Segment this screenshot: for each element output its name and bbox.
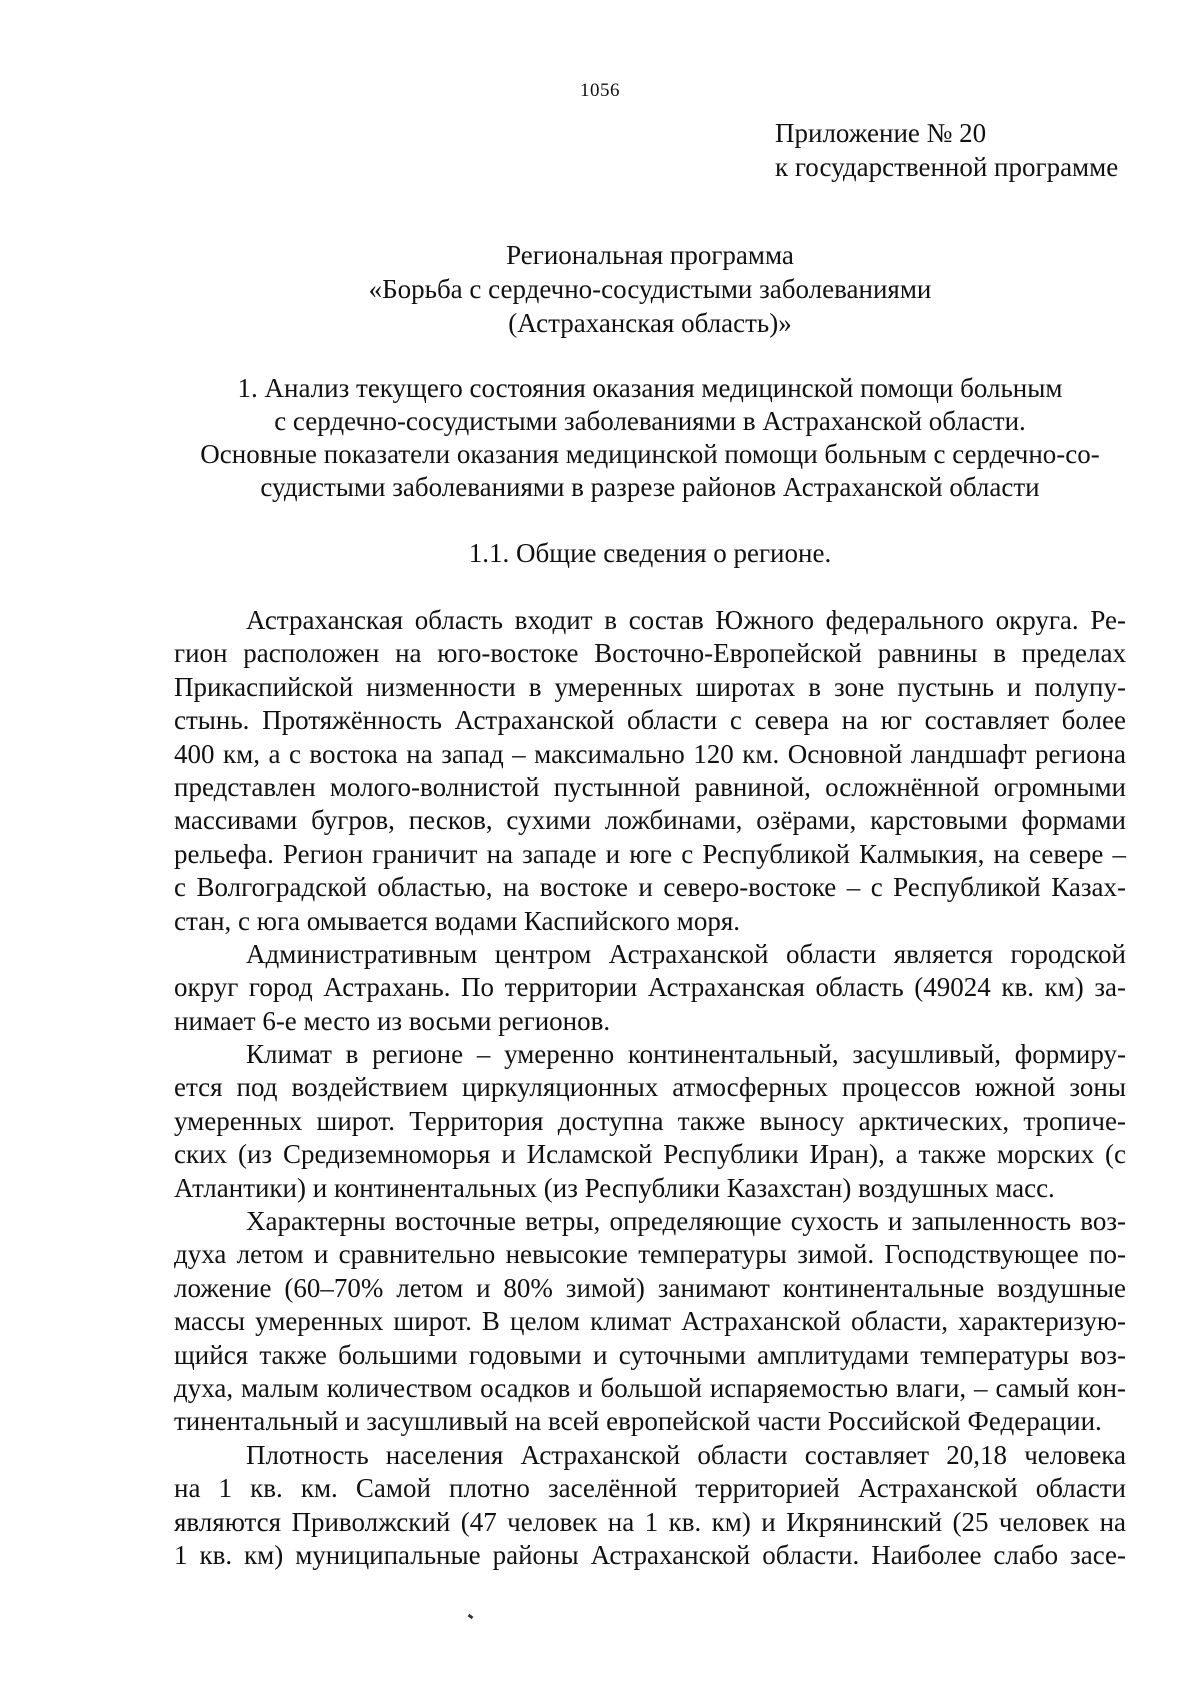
body-line: духа, малым количеством осадков и большой испаряемостью влаги, – самый кон- [174, 1372, 1126, 1403]
program-title-line-2: «Борьба с сердечно-сосудистыми заболеваниями [368, 274, 932, 304]
section-heading-line-2: с сердечно-сосудистыми заболеваниями в Астраханской области. [274, 406, 1026, 436]
body-line: Административным центром Астраханской области является городской [246, 938, 1126, 969]
body-line: стынь. Протяжённость Астраханской области с севера на юг составляет более [174, 705, 1126, 736]
appendix-label [775, 116, 1118, 184]
body-line: духа летом и сравнительно невысокие температуры зимой. Господствующее по- [174, 1239, 1126, 1270]
body-line: Прикаспийской низменности в умеренных широтах в зоне пустынь и полупу- [174, 671, 1126, 702]
body-line: ется под воздействием циркуляционных атмосферных процессов южной зоны [174, 1072, 1126, 1103]
appendix-line-1: Приложение № 20 [775, 118, 987, 148]
body-line: ложение (60–70% летом и 80% зимой) занимают континентальные воздушные [174, 1272, 1126, 1303]
body-line: Плотность населения Астраханской области составляет 20,18 человека [246, 1439, 1126, 1470]
body-line: Атлантики) и континентальных (из Республики Казахстан) воздушных масс. [174, 1172, 1055, 1203]
section-heading-line-4: судистыми заболеваниями в разрезе районов Астраханской области [260, 472, 1040, 502]
program-title-line-3: (Астраханская область)» [508, 308, 792, 338]
body-line: нимает 6-е место из восьми регионов. [174, 1005, 611, 1036]
body-text [174, 604, 1126, 1572]
body-line: Астраханская область входит в состав Южного федерального округа. Ре- [246, 605, 1126, 635]
body-line: 1 кв. км) муниципальные районы Астраханской области. Наиболее слабо засе- [174, 1539, 1126, 1570]
program-title [175, 238, 1125, 340]
body-line: рельефа. Регион граничит на западе и юге с Республикой Калмыкия, на севере – [174, 838, 1126, 869]
section-heading [170, 372, 1130, 504]
body-line: щийся также большими годовыми и суточными амплитудами температуры воз- [174, 1339, 1126, 1370]
body-line: с Волгоградской областью, на востоке и северо-востоке – с Республикой Казах- [174, 872, 1126, 903]
body-line: массивами бугров, песков, сухими ложбинами, озёрами, карстовыми формами [174, 805, 1126, 836]
body-line: округ город Астрахань. По территории Астраханская область (49024 кв. км) за- [174, 972, 1126, 1003]
body-line: Климат в регионе – умеренно континентальный, засушливый, формиру- [246, 1039, 1126, 1070]
body-line: представлен молого-волнистой пустынной равниной, осложнённой огромными [174, 771, 1126, 802]
body-line: на 1 кв. км. Самой плотно заселённой территорией Астраханской области [174, 1473, 1126, 1504]
scan-speck [468, 1614, 474, 1619]
body-line: ских (из Средиземноморья и Исламской Республики Иран), а также морских (с [174, 1139, 1126, 1170]
section-heading-line-3: Основные показатели оказания медицинской помощи больным с сердечно-со- [200, 439, 1100, 469]
body-line: 400 км, а с востока на запад – максимально 120 км. Основной ландшафт региона [174, 738, 1126, 769]
section-heading-line-1: 1. Анализ текущего состояния оказания медицинской помощи больным [237, 373, 1063, 403]
body-line: являются Приволжский (47 человек на 1 кв. км) и Икрянинский (25 человек на [174, 1506, 1126, 1537]
body-line: стан, с юга омывается водами Каспийского моря. [174, 905, 741, 936]
program-title-line-1: Региональная программа [506, 240, 794, 270]
page-number: 1056 [580, 80, 620, 101]
body-line: Характерны восточные ветры, определяющие сухость и запыленность воз- [246, 1206, 1126, 1237]
body-line: умеренных широт. Территория доступна также выносу арктических, тропиче- [174, 1105, 1126, 1136]
body-line: тинентальный и засушливый на всей европейской части Российской Федерации. [174, 1406, 1102, 1437]
body-line: гион расположен на юго-востоке Восточно-Европейской равнины в пределах [174, 638, 1126, 669]
subsection-heading: 1.1. Общие сведения о регионе. [468, 538, 832, 568]
appendix-line-2: к государственной программе [775, 152, 1119, 182]
body-line: массы умеренных широт. В целом климат Астраханской области, характеризую- [174, 1306, 1126, 1337]
